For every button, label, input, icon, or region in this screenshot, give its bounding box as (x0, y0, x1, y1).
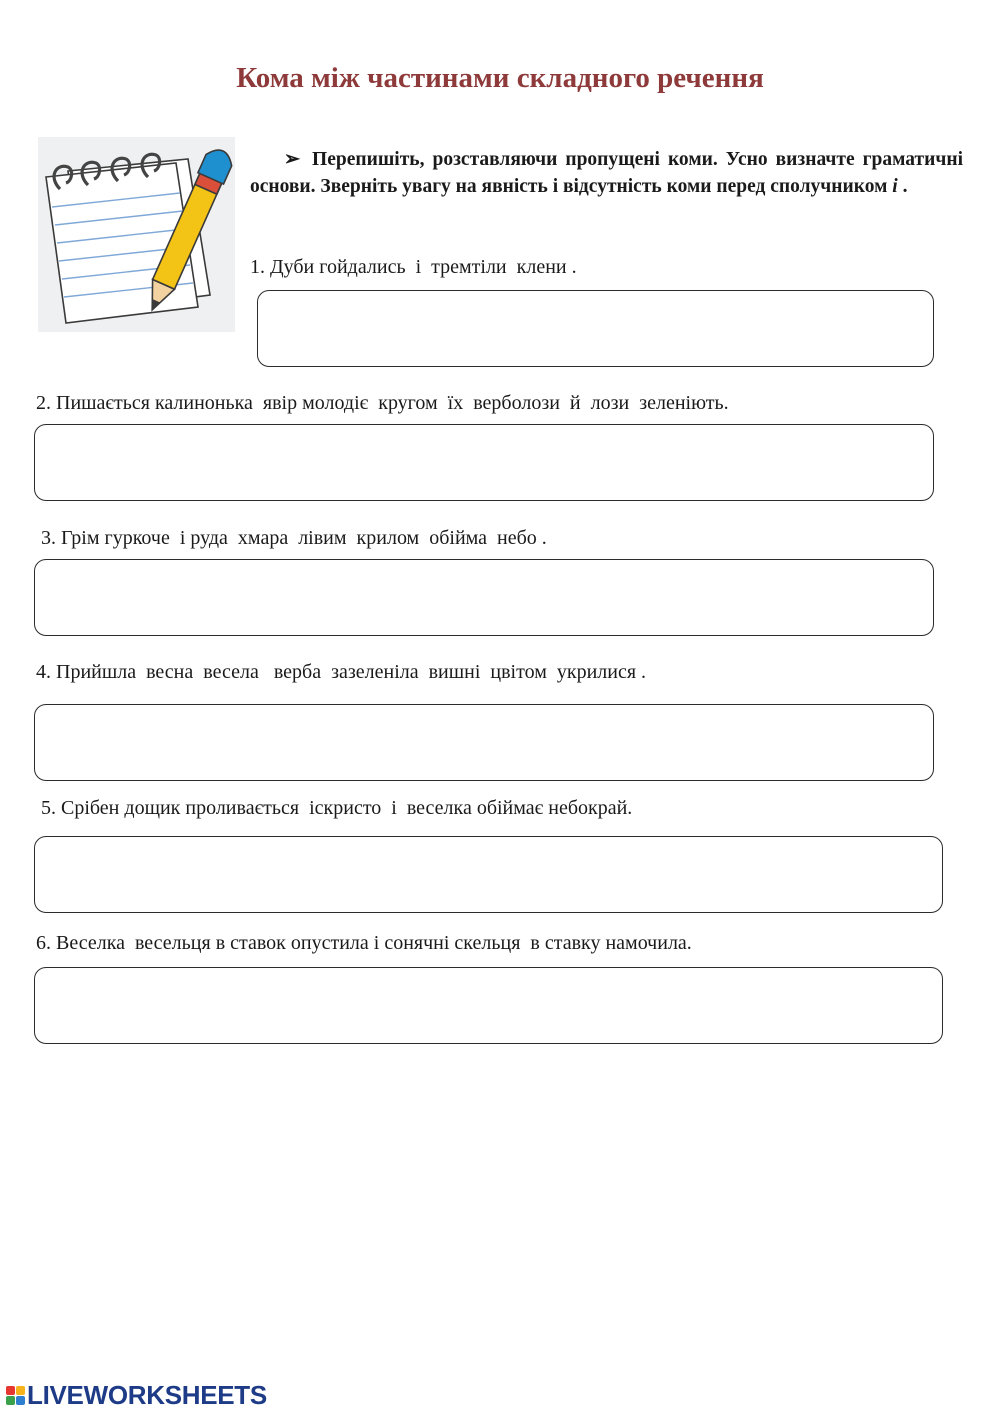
logo-blocks-icon (6, 1386, 25, 1405)
sentence-4: 4. Прийшла весна весела верба зазеленіла вишні цвітом укрилися . (36, 661, 647, 683)
answer-field-6[interactable] (34, 967, 943, 1044)
sentence-5: 5. Срібен дощик проливається іскристо і веселка обіймає небокрай. (36, 797, 633, 819)
sentence-3: 3. Грім гуркоче і руда хмара лівим крилом обійма небо . (36, 527, 547, 549)
logo-text: LIVEWORKSHEETS (27, 1379, 267, 1410)
logo-block (16, 1396, 25, 1405)
instruction-conjunction: і (892, 176, 898, 197)
instruction-text (250, 146, 963, 200)
instruction-body: Перепишіть, розставляючи пропущені коми. Усно визначте граматичні основи. Зверніть увагу на явність і відсутність коми перед сполучником (250, 149, 963, 197)
worksheet-title: Кома між частинами складного речення (236, 62, 764, 94)
answer-field-1[interactable] (257, 290, 934, 367)
notepad-pencil-icon (38, 137, 235, 332)
arrow-bullet-icon: ➢ (283, 149, 301, 170)
liveworksheets-logo[interactable] (6, 1379, 267, 1410)
logo-block (6, 1386, 15, 1395)
sentence-6: 6. Веселка весельця в ставок опустила і сонячні скельця в ставку намочила. (36, 932, 692, 954)
answer-field-3[interactable] (34, 559, 934, 636)
logo-block (16, 1386, 25, 1395)
logo-block (6, 1396, 15, 1405)
sentence-1: 1. Дуби гойдались і тремтіли клени . (250, 256, 577, 278)
answer-field-4[interactable] (34, 704, 934, 781)
answer-field-5[interactable] (34, 836, 943, 913)
sentence-2: 2. Пишається калинонька явір молодіє кругом їх верболози й лози зеленіють. (36, 392, 729, 414)
instruction-end: . (897, 176, 908, 197)
answer-field-2[interactable] (34, 424, 934, 501)
